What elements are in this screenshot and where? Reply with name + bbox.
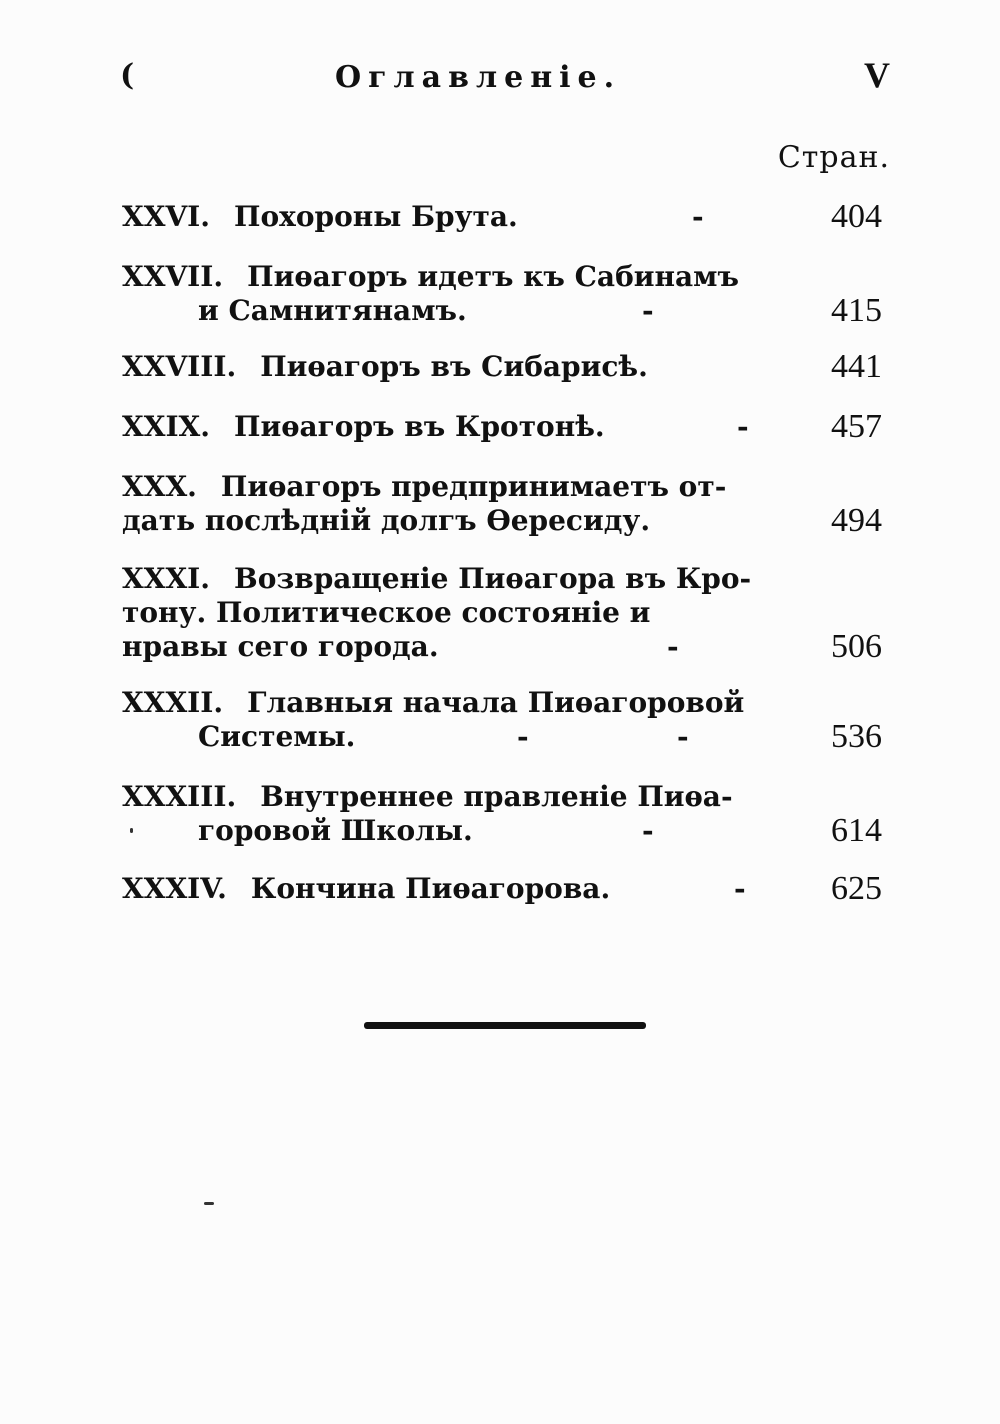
leader-dash: - [642,294,654,327]
toc-entry [122,562,882,664]
toc-line [122,780,882,814]
chapter-title: Возвращеніе Пиѳагора въ Кро- [234,562,752,595]
chapter-title: Внутреннее правленіе Пиѳа- [260,780,733,813]
chapter-page: 536 [831,718,882,755]
chapter-number: XXXII. [122,686,224,719]
leader-dash: - [692,200,704,233]
toc-line [122,720,882,754]
chapter-title: Пиѳагоръ въ Кротонѣ. [234,410,605,443]
chapter-page: 404 [831,198,882,235]
chapter-page: 614 [831,812,882,849]
chapter-title: Пиѳагоръ въ Сибарисѣ. [260,350,648,383]
chapter-title: Похороны Брута. [234,200,518,233]
toc-line [122,470,882,504]
chapter-title: Пиѳагоръ идетъ къ Сабинамъ [247,260,739,293]
toc-line [122,504,882,538]
chapter-page: 506 [831,628,882,665]
chapter-title-continued: горовой Школы. [198,814,473,847]
toc-entry [122,200,882,234]
chapter-title-continued: и Самнитянамъ. [198,294,467,327]
toc-entry [122,470,882,538]
chapter-page: 415 [831,292,882,329]
chapter-title-continued: дать послѣдній долгъ Ѳересиду. [122,504,651,537]
chapter-number: XXVIII. [122,350,237,383]
toc-line [122,200,882,234]
leader-dash: - [642,814,654,847]
chapter-number: XXXI. [122,562,211,595]
chapter-title: Пиѳагоръ предпринимаетъ от- [220,470,727,503]
toc-line [122,686,882,720]
toc-line [122,350,882,384]
chapter-number: XXXIV. [122,872,227,905]
chapter-title-continued: нравы сего города. [122,630,439,663]
chapter-number: XXVII. [122,260,224,293]
chapter-number: XXXIII. [122,780,237,813]
page-column-label: Стран. [777,140,890,175]
page-number: V [864,55,890,95]
chapter-title-continued: тону. Политическое состояніе и [122,596,651,629]
chapter-page: 625 [831,870,882,907]
chapter-page: 457 [831,408,882,445]
chapter-number: XXIX. [122,410,211,443]
toc-line [122,562,882,596]
toc-line [122,410,882,444]
leader-dash: - [734,872,746,905]
chapter-title: Главныя начала Пиѳагоровой [247,686,745,719]
ink-speck [130,828,133,833]
toc-entry [122,410,882,444]
toc-entry [122,350,882,384]
leader-dash: - [677,720,689,753]
leader-dash: - [737,410,749,443]
toc-line [122,294,882,328]
toc-entry [122,872,882,906]
toc-line [122,596,882,630]
closing-rule [364,1022,646,1029]
ink-speck [204,1202,214,1205]
leader-dash: - [517,720,529,753]
chapter-title-continued: Системы. [198,720,356,753]
toc-entry [122,260,882,328]
chapter-page: 494 [831,502,882,539]
page-edge-mark: ( [120,58,135,93]
chapter-number: XXX. [122,470,197,503]
leader-dash: - [667,630,679,663]
toc-entry [122,780,882,848]
toc-line [122,814,882,848]
chapter-number: XXVI. [122,200,211,233]
toc-line [122,260,882,294]
running-head [120,52,890,108]
toc-line [122,630,882,664]
chapter-title: Кончина Пиѳагорова. [250,872,611,905]
toc-line [122,872,882,906]
page-title: Оглавленіе. [335,60,622,95]
toc-entry [122,686,882,754]
chapter-page: 441 [831,348,882,385]
